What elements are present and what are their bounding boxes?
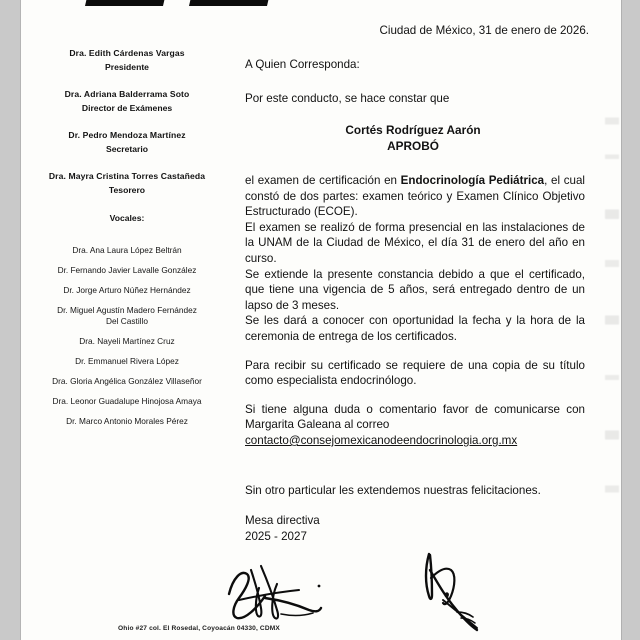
board-period: 2025 - 2027 <box>245 529 307 543</box>
vocales-heading: Vocales: <box>109 213 145 223</box>
board-officer <box>29 87 225 115</box>
paragraph-1-pre: el examen de certificación en <box>245 174 401 187</box>
paragraph-1-post: , el cual constó de dos partes: examen teórico y Examen Clínico Objetivo Estructurado (ECOE). <box>245 174 585 219</box>
vocal-name-continuation: Del Castillo <box>106 316 148 326</box>
officer-name: Dra. Adriana Balderrama Soto <box>64 89 190 99</box>
officer-role: Director de Exámenes <box>81 103 173 113</box>
vocal-name: Dra. Ana Laura López Beltrán <box>72 245 182 255</box>
address-line: Ohio #27 col. El Rosedal, Coyoacán 04330, CDMX <box>118 625 280 632</box>
officer-role: Secretario <box>105 144 149 154</box>
contact-text: Si tiene alguna duda o comentario favor de comunicarse con Margarita Galeana al correo <box>245 402 585 432</box>
vocal-name: Dra. Gloria Angélica González Villaseñor <box>52 376 202 386</box>
board-officer <box>29 128 225 156</box>
paragraph-exam-details <box>245 173 585 220</box>
vocal-name: Dr. Emmanuel Rivera López <box>75 356 179 366</box>
list-item <box>29 416 225 427</box>
letter-salutation: A Quien Corresponda: <box>245 58 360 71</box>
paragraph-requirements: Para recibir su certificado se requiere de una copia de su título como especialista endocrinólogo. <box>245 358 585 388</box>
list-item <box>29 356 225 367</box>
paragraph-certificate-validity: Se extiende la presente constancia debido a que el certificado, que tiene una vigencia de 5 años, será entregado dentro de un lapso de 3 meses. <box>245 267 585 312</box>
signature-director <box>421 548 517 634</box>
paragraph-exam-venue: El examen se realizó de forma presencial en las instalaciones de la UNAM de la Ciudad de México, el día 31 de enero del año en curso. <box>245 220 585 265</box>
candidate-block <box>245 122 581 154</box>
list-item <box>29 305 225 327</box>
signature-president <box>221 556 331 630</box>
vocal-name: Dr. Miguel Agustín Madero Fernández <box>57 305 197 315</box>
list-item <box>29 245 225 256</box>
footer-address <box>49 624 349 637</box>
list-item <box>29 376 225 387</box>
vocal-name: Dr. Marco Antonio Morales Pérez <box>66 416 188 426</box>
paragraph-ceremony: Se les dará a conocer con oportunidad la fecha y la hora de la ceremonia de entrega de los certificados. <box>245 314 585 343</box>
letter-date: Ciudad de México, 31 de enero de 2026. <box>379 24 589 37</box>
vocal-name: Dr. Fernando Javier Lavalle González <box>57 265 197 275</box>
exam-result: APROBÓ <box>387 139 439 153</box>
officer-name: Dra. Mayra Cristina Torres Castañeda <box>48 171 206 181</box>
candidate-name: Cortés Rodríguez Aarón <box>345 123 481 137</box>
board-label: Mesa directiva <box>245 514 320 527</box>
board-members-sidebar <box>29 46 225 436</box>
letter-paragraphs <box>245 173 585 449</box>
paragraph-contact <box>245 402 585 449</box>
scan-bleed-through <box>605 90 619 550</box>
vocal-name: Dr. Jorge Arturo Núñez Hernández <box>63 285 191 295</box>
organization-logo-icon <box>91 0 281 8</box>
letter-intro: Por este conducto, se hace constar que <box>245 92 450 105</box>
officer-name: Dra. Edith Cárdenas Vargas <box>69 48 185 58</box>
officer-role: Tesorero <box>108 185 146 195</box>
list-item <box>29 336 225 347</box>
officer-role: Presidente <box>105 62 149 72</box>
letter-closing: Sin otro particular les extendemos nuestras felicitaciones. <box>245 484 541 497</box>
vocal-name: Dra. Nayeli Martínez Cruz <box>79 336 175 346</box>
contact-email-link[interactable]: contacto@consejomexicanodeendocrinologia.org.mx <box>245 433 518 447</box>
list-item <box>29 265 225 276</box>
address-line-cropped <box>49 633 349 637</box>
board-officer <box>29 169 225 197</box>
signature-block-label <box>245 513 320 544</box>
board-officer <box>29 46 225 74</box>
officer-name: Dr. Pedro Mendoza Martínez <box>68 130 186 140</box>
vocal-name: Dra. Leonor Guadalupe Hinojosa Amaya <box>52 396 202 406</box>
list-item <box>29 396 225 407</box>
scanned-document-page <box>20 0 622 640</box>
list-item <box>29 285 225 296</box>
specialty-name: Endocrinología Pediátrica <box>400 174 545 187</box>
